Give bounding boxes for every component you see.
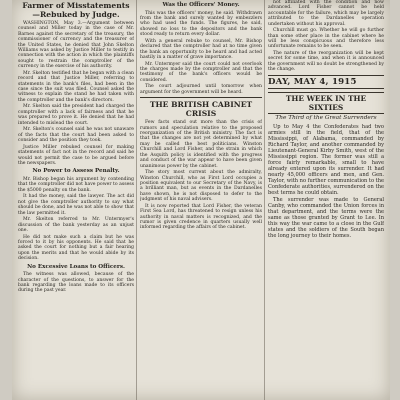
paragraph: Justice Miller rebuked counsel for making statements of fact not in the record and said he would not permit the case to be argued before the newspapers. bbox=[18, 144, 134, 166]
column-right bbox=[268, 0, 384, 400]
paragraph: With a general rebuke to counsel, Mr. Bishop declared that the comptroller had at no time given the bank an opportunity to be heard and had acted hastily in a matter of grave importance. bbox=[140, 38, 262, 61]
section-divider bbox=[140, 97, 262, 98]
column-rule bbox=[136, 0, 137, 400]
paragraph: not affiliated with the condition and now advanced. Lord Fisher cannot be held accountable for the failure, which may be largely attributed to the Dardanelles operation undertaken without his approval. bbox=[268, 0, 384, 27]
subheading: No Power to Assess Penalty. bbox=[32, 168, 120, 175]
subheading: No Excessive Loans to Officers. bbox=[27, 263, 125, 270]
paragraph: Mr. Untermyer said the court could not overlook the charges made by the comptroller and that the testimony of the bank's officers would be considered. bbox=[140, 61, 262, 83]
article-headline: Farmer of Misstatements —Rebuked by Judge. bbox=[22, 1, 130, 19]
paragraph: Mr. Skelton's counsel said he was not unaware of the facts that the court had been asked to consider and the position they took. bbox=[18, 127, 134, 144]
paragraph: Churchill must go. Whether he will go further than some other place in the cabinet where he will be less conspicuous and therefore less unfortunate remains to be seen. bbox=[268, 28, 384, 50]
editorial-headline: THE BRITISH CABINET CRISIS bbox=[149, 100, 253, 119]
article-body bbox=[140, 11, 262, 96]
feature-body bbox=[268, 124, 384, 239]
paragraph: It had the money, said the lawyer. The act did not give the comptroller authority to say what should be done, and he was not able to show that the law permitted it. bbox=[18, 194, 134, 216]
paragraph: Mr. Bishop began his argument by contending that the comptroller did not have power to assess the $5000 penalty on the bank. bbox=[18, 176, 134, 193]
column-left bbox=[18, 0, 134, 400]
article-body bbox=[140, 120, 262, 231]
paragraph: The nature of the reorganization will be kept secret for some time, and when it is announced the government will no doubt be strengthened by the change. bbox=[268, 51, 384, 73]
subheading: Was the Officers' Money. bbox=[162, 2, 240, 8]
column-rule bbox=[264, 0, 265, 400]
feature-title: THE WEEK IN THE SIXTIES bbox=[268, 92, 384, 114]
newspaper-page bbox=[12, 0, 390, 400]
dateline: DAY, MAY 4, 1915 bbox=[268, 75, 384, 89]
feature-subtitle: The Third of the Great Surrenders bbox=[275, 114, 377, 121]
paragraph: He did not make such a claim but he was forced to it by his opponents. He said that he asked the court for nothing but a fair hearing upon the merits and that he would abide by its decision. bbox=[18, 234, 134, 262]
paragraph: It is now reported that Lord Fisher, the veteran First Sea Lord, has threatened to resign unless his authority in naval matters is recognized, and the rumor is given credence in quarters usually well informed regarding the affairs of the cabinet. bbox=[140, 203, 262, 231]
paragraph: The witness was allowed, because of the character of the questions, to answer for the bank regarding the loans made to its officers during the past year. bbox=[18, 272, 134, 294]
paragraph: The surrender was made to General Canby, who commanded the Union forces in that department, and the terms were the same as those granted by Grant to Lee. In this way the war came to a close in the Gulf states and the soldiers of the South began the long journey to their homes. bbox=[268, 196, 384, 239]
paragraph: The story most current about the admiralty, Winston Churchill, who as First Lord occupies a position equivalent to our Secretary of the Navy, is a brilliant man, but as events in the Dardanelles have shown, he is not disposed to defer to the judgment of his naval advisers. bbox=[140, 170, 262, 203]
paragraph: Mr. Skelton said the president had charged the comptroller with a lack of fairness and that he was prepared to prove it. He denied that he had intended to mislead the court. bbox=[18, 104, 134, 126]
paragraph: The court adjourned until tomorrow when argument for the government will be heard. bbox=[140, 84, 262, 95]
paragraph: This was the officers' money, he said. Withdrawn from the bank and surely wanted by embezzlers who had used the funds. The figures, he said, showed no loss to the depositors and the bank stood ready to return every dollar. bbox=[140, 10, 262, 38]
article-body bbox=[18, 272, 134, 294]
paragraph: Mr. Skelton referred to Mr. Untermyer's discussion of the bank yesterday as an unjust one. bbox=[18, 217, 134, 233]
article-body bbox=[18, 21, 134, 166]
paragraph: Few facts stand out more than the crisis of rumors and speculation relative to the proposed reorganization of the British ministry. The fact is that the changes are not yet determined by what may be called the best politicians. Winston Churchill and Lord Fisher, and the strain in which the Asquith policy is identified with the progress and conduct of the war appear to have been given unanimous power by the cabinet. bbox=[140, 120, 262, 169]
article-body bbox=[268, 0, 384, 73]
paragraph: Mr. Skelton testified that he began with a clean record and that Justice Miller, referring to statements in the bank's files, had been in the case since the suit was filed. Counsel asked the witness to explain the stand he had taken with the comptroller and the bank's directors. bbox=[18, 70, 134, 103]
article-body bbox=[18, 177, 134, 262]
paragraph: Up to May 4 the Confederates had two armies still in the field, that of the Mississippi, of Alabama, commanded by Richard Taylor, and another commanded by Lieutenant-General Kirby Smith, west of the Mississippi region. The former was still a force fairly remarkable, small to have already entered upon its surrender. It had nearly 45,000 officers and men, and Gen. Taylor, with no further communication to the Confederate authorities, surrendered on the best terms he could obtain. bbox=[268, 123, 384, 196]
column-middle bbox=[140, 0, 262, 400]
paragraph: WASHINGTON, May 3.—Argument between counsel and Miller today in the case of Mr. Barnes against the secretary of the treasury, the commissioner of currency and the treasurer of the United States, he denied that John Skelton Williams was asked by Justice Miller to testify in connection with the action in which the plaintiffs sought to restrain the comptroller of the currency in the exercise of his authority. bbox=[18, 21, 134, 70]
